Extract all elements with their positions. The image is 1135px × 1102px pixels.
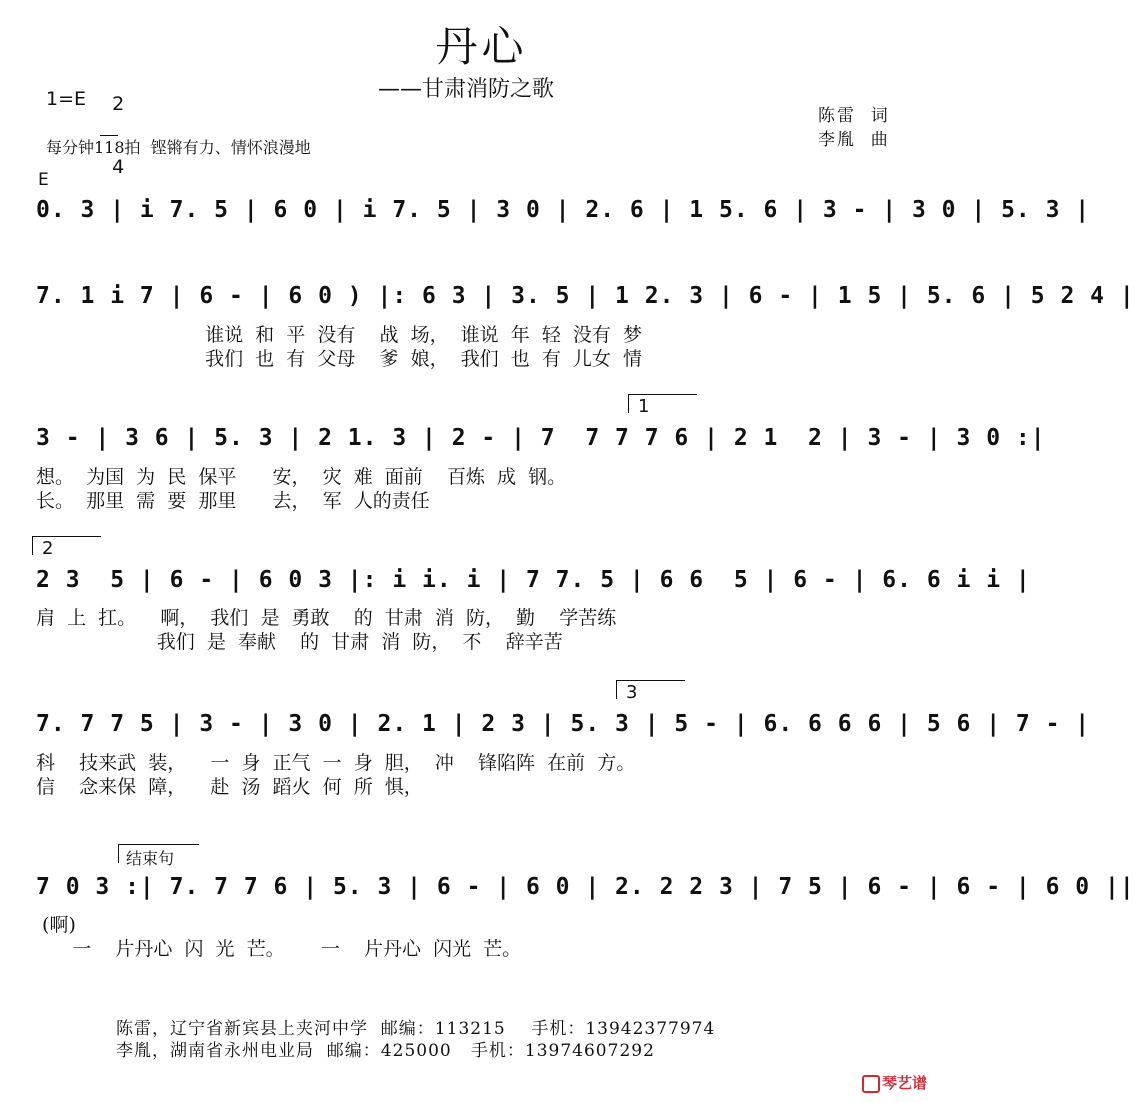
contact-info: [116, 1018, 715, 1062]
lyric-line-2a: 谁说 和 平 没有 战 场， 谁说 年 轻 没有 梦: [36, 324, 642, 346]
key-signature: 1=E: [46, 88, 87, 110]
lyric-line-5a: 科 技来武 装， 一 身 正气 一 身 胆， 冲 锋陷阵 在前 方。: [36, 752, 636, 774]
song-subtitle: ——甘肃消防之歌: [378, 77, 555, 102]
staff-line-3: 3 - | 3 6 | 5. 3 | 2 1. 3 | 2 - | 7 7 7 7 6 | 2 1 2 | 3 - | 3 0 :|: [36, 425, 1046, 451]
lyric-line-5b: 信 念来保 障， 赴 汤 蹈火 何 所 惧，: [36, 776, 423, 798]
volta-label-ending: 结束句: [126, 849, 175, 868]
lyric-line-2b: 我们 也 有 父母 爹 娘， 我们 也 有 儿女 情: [36, 348, 642, 370]
lyric-line-6a: (啊): [36, 914, 76, 936]
staff-line-6: 7 0 3 :| 7. 7 7 6 | 5. 3 | 6 - | 6 0 | 2. 2 2 3 | 7 5 | 6 - | 6 - | 6 0 ||: [36, 874, 1135, 900]
lyric-line-3a: 想。 为国 为 民 保平 安， 灾 难 面前 百炼 成 钢。: [36, 466, 567, 488]
brand-logo-icon: [862, 1075, 880, 1093]
staff-line-5: 7. 7 7 5 | 3 - | 3 0 | 2. 1 | 2 3 | 5. 3 | 5 - | 6. 6 6 6 | 5 6 | 7 - |: [36, 711, 1091, 737]
contact-line-2: 李胤，湖南省永州电业局 邮编：425000 手机：13974607292: [116, 1041, 655, 1061]
staff-line-4: 2 3 5 | 6 - | 6 0 3 |: i i. i | 7 7. 5 | 6 6 5 | 6 - | 6. 6 i i |: [36, 567, 1031, 593]
lyric-line-3b: 长。 那里 需 要 那里 去， 军 人的责任: [36, 490, 430, 512]
volta-label-3: 3: [626, 682, 638, 703]
brand-watermark: [862, 1072, 927, 1093]
tempo-marking: 每分钟118拍 铿锵有力、情怀浪漫地: [46, 138, 311, 157]
lyric-line-4b: 我们 是 奉献 的 甘肃 消 防， 不 辞辛苦: [36, 631, 563, 653]
staff-line-2: 7. 1 i 7 | 6 - | 6 0 ) |: 6 3 | 3. 5 | 1 2. 3 | 6 - | 1 5 | 5. 6 | 5 2 4 |: [36, 283, 1135, 309]
time-signature-bottom: 4: [112, 156, 125, 178]
credits: [818, 104, 890, 152]
lyric-line-6b: 一 片丹心 闪 光 芒。 一 片丹心 闪光 芒。: [36, 938, 522, 960]
time-signature-top: 2: [112, 93, 125, 115]
lyric-line-4a: 肩 上 扛。 啊， 我们 是 勇敢 的 甘肃 消 防， 勤 学苦练: [36, 607, 617, 629]
section-key: E: [38, 170, 49, 190]
volta-label-2: 2: [42, 538, 54, 559]
song-title: 丹心: [435, 22, 528, 71]
contact-line-1: 陈雷，辽宁省新宾县上夹河中学 邮编：113215 手机：13942377974: [116, 1019, 716, 1039]
staff-line-1: 0. 3 | i 7. 5 | 6 0 | i 7. 5 | 3 0 | 2. 6 | 1 5. 6 | 3 - | 3 0 | 5. 3 |: [36, 197, 1091, 223]
volta-label-1: 1: [638, 396, 650, 417]
lyricist-credit: 陈雷 词: [818, 106, 890, 126]
brand-name: 琴艺谱: [882, 1074, 928, 1092]
composer-credit: 李胤 曲: [818, 130, 890, 150]
time-signature: [100, 74, 125, 178]
